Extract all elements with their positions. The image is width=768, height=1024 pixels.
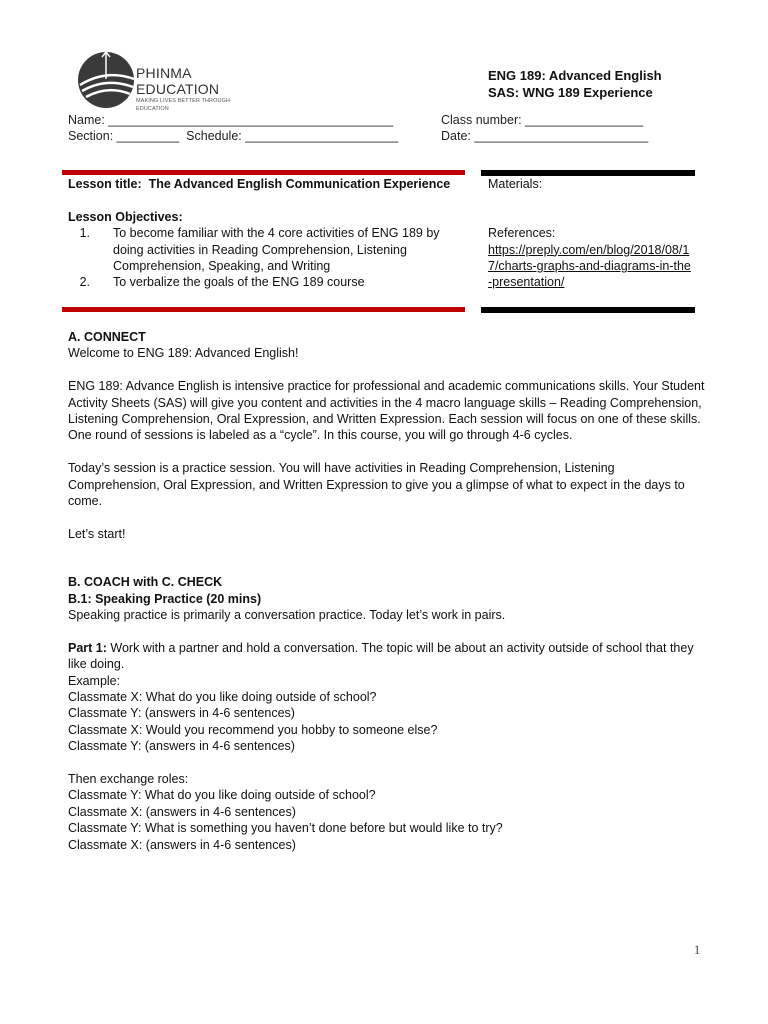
connect-heading: A. CONNECT (68, 330, 146, 344)
lesson-title-label: Lesson title: (68, 177, 142, 191)
logo-tagline: MAKING LIVES BETTER THROUGH EDUCATION (136, 98, 230, 112)
objective-number: 1. (79, 226, 90, 241)
logo-name: PHINMA EDUCATION (136, 65, 220, 97)
objective-text: To verbalize the goals of the ENG 189 course (113, 275, 365, 290)
page-number: 1 (694, 943, 701, 957)
lesson-info (68, 176, 463, 291)
reference-link[interactable]: https://preply.com/en/blog/2018/08/17/charts-graphs-and-diagrams-in-the-presentation/ (488, 242, 691, 290)
exchange-label: Then exchange roles: (68, 772, 189, 787)
class-number-field: Class number: _________________ (441, 113, 644, 127)
name-field: Name: _________________________________________ (68, 113, 394, 127)
section-schedule-field: Section: _________ Schedule: ______________________ (68, 129, 399, 143)
example-line: Classmate Y: (answers in 4-6 sentences) (68, 739, 295, 754)
references-label: References: (488, 226, 556, 241)
phinma-emblem-icon (76, 49, 136, 111)
phinma-logo (76, 49, 262, 111)
lesson-body (68, 329, 708, 853)
objective-item (68, 225, 463, 274)
part1-label: Part 1: (68, 640, 107, 655)
example-line: Classmate X: What do you like doing outside of school? (68, 690, 377, 705)
example-line: Classmate Y: (answers in 4-6 sentences) (68, 706, 295, 721)
materials-references (488, 176, 693, 291)
objective-text: To become familiar with the 4 core activities of ENG 189 by doing activities in Reading Comprehension, Listening Comprehension, Speaking, and Writing (113, 226, 440, 274)
part1-text: Work with a partner and hold a conversation. The topic will be about an activity outside of school that they like doing. (68, 640, 694, 672)
welcome-text: Welcome to ENG 189: Advanced English! (68, 346, 299, 361)
exchange-line: Classmate Y: What do you like doing outside of school? (68, 788, 376, 803)
black-divider-bottom (481, 307, 695, 313)
example-line: Classmate X: Would you recommend you hobby to someone else? (68, 722, 438, 737)
lesson-title (68, 176, 463, 192)
course-title (488, 67, 662, 101)
exchange-line: Classmate X: (answers in 4-6 sentences) (68, 804, 296, 819)
red-divider-top (62, 170, 465, 175)
speaking-intro: Speaking practice is primarily a conversation practice. Today let’s work in pairs. (68, 608, 506, 623)
objective-item (68, 274, 463, 290)
red-divider-bottom (62, 307, 465, 312)
objectives-label: Lesson Objectives: (68, 209, 183, 224)
coach-heading: B. COACH with C. CHECK (68, 575, 223, 590)
example-label: Example: (68, 673, 121, 688)
exchange-line: Classmate X: (answers in 4-6 sentences) (68, 837, 296, 852)
speaking-subheading: B.1: Speaking Practice (20 mins) (68, 591, 262, 606)
part1-paragraph (68, 640, 708, 673)
date-field: Date: _________________________ (441, 129, 649, 143)
session-paragraph: Today’s session is a practice session. You will have activities in Reading Comprehension, Listening Comprehension, Oral Expression, and Written Expression to give you a glimpse of what to expect in the days to come. (68, 461, 685, 509)
lesson-title-text: The Advanced English Communication Experience (148, 177, 451, 191)
intro-paragraph: ENG 189: Advance English is intensive practice for professional and academic communications skills. Your Student Activity Sheets (SAS) will give you content and activities in the 4 macro language skills – Reading Comprehension, Listening Comprehension, Oral Expression, and Written Expression. Each session will focus on one of these skills. One round of sessions is labeled as a “cycle”. In this course, you will go through 4-6 cycles. (68, 379, 705, 443)
start-text: Let’s start! (68, 526, 126, 541)
materials-label: Materials: (488, 177, 543, 191)
exchange-line: Classmate Y: What is something you haven’t done before but would like to try? (68, 821, 503, 836)
course-line-1: ENG 189: Advanced English (488, 68, 662, 83)
course-line-2: SAS: WNG 189 Experience (488, 85, 653, 100)
objective-number: 2. (79, 275, 90, 290)
